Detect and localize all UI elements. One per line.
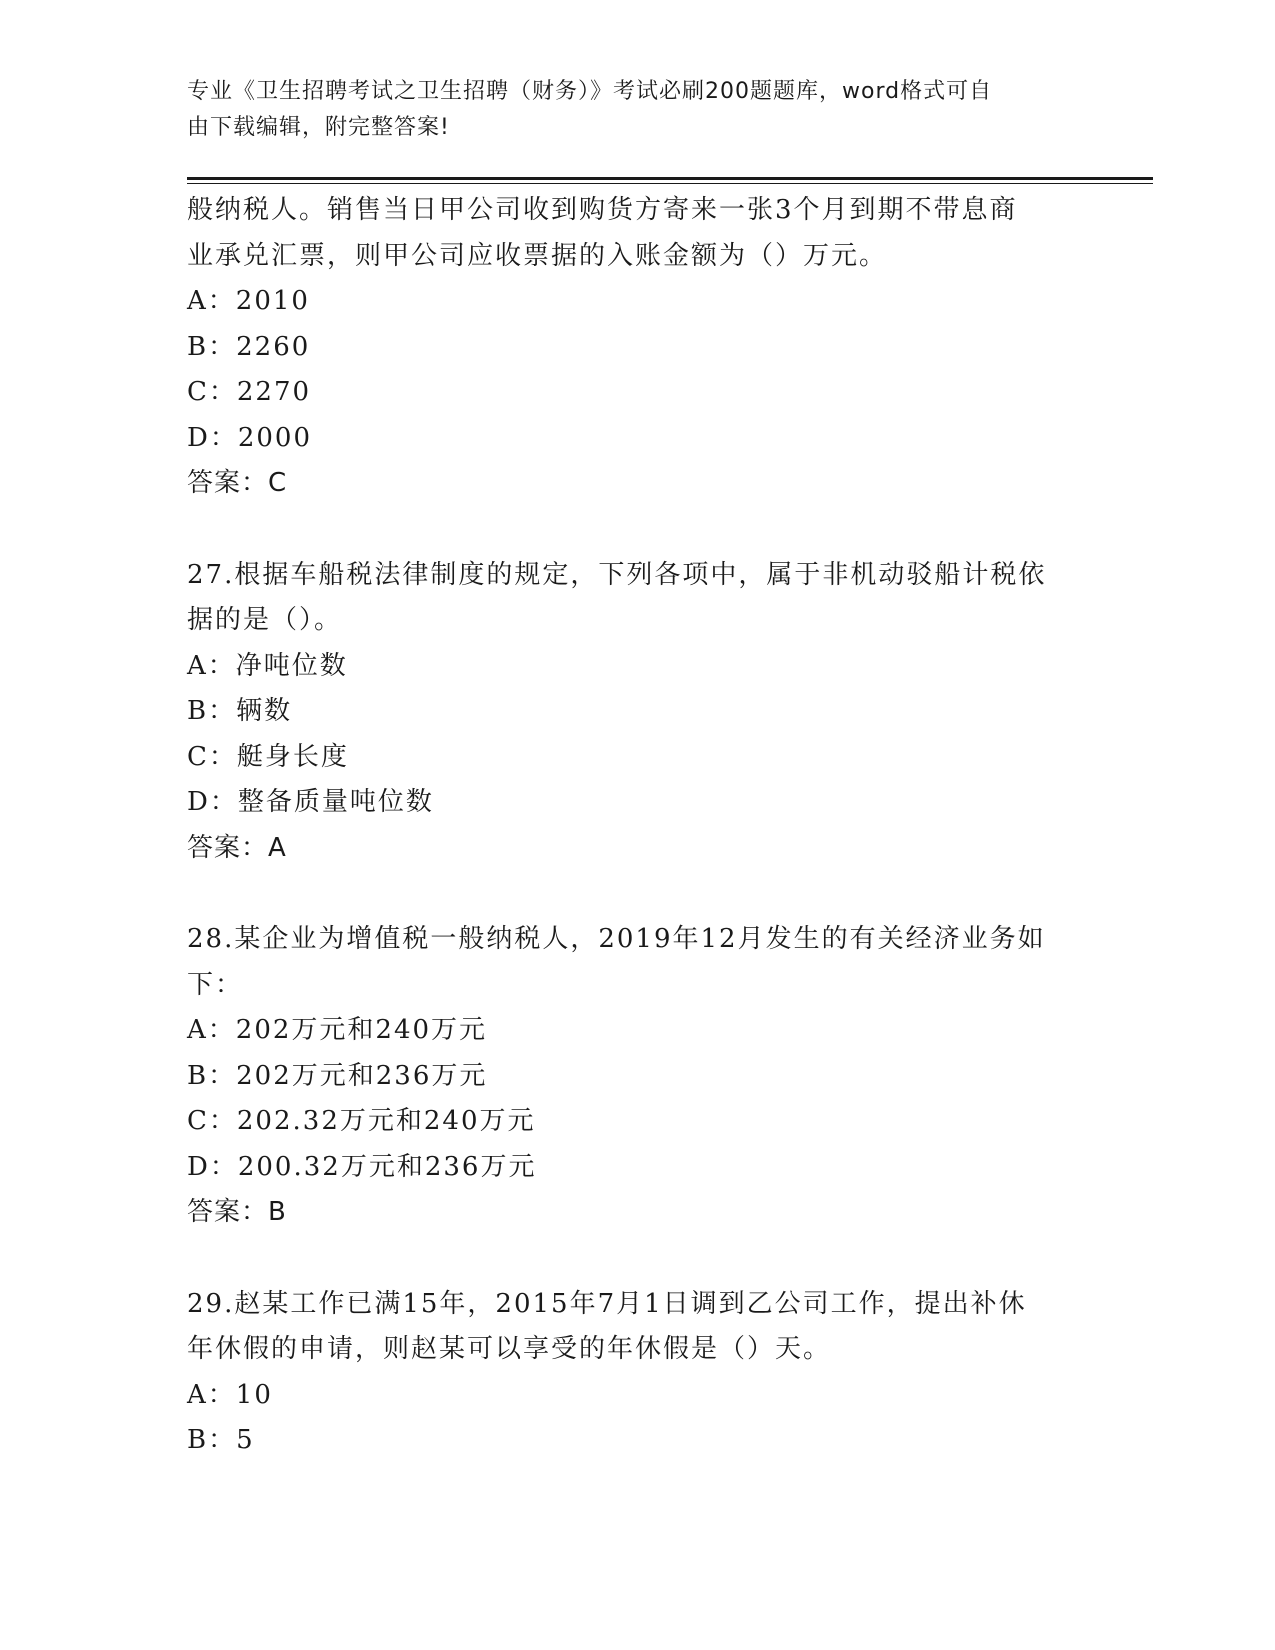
question-stem-line: 般纳税人。销售当日甲公司收到购货方寄来一张3个月到期不带息商 <box>187 195 1018 225</box>
option-b: B：5 <box>187 1425 255 1455</box>
question-stem-line: 28.某企业为增值税一般纳税人，2019年12月发生的有关经济业务如 <box>187 924 1046 954</box>
option-d: D：200.32万元和236万元 <box>187 1151 537 1182</box>
option-c: C：艇身长度 <box>187 741 349 772</box>
spacer <box>187 1236 1067 1282</box>
question-stem-line: 据的是（）。 <box>187 605 343 635</box>
question-stem-line: 业承兑汇票，则甲公司应收票据的入账金额为（）万元。 <box>187 240 888 271</box>
spacer <box>187 871 1067 917</box>
option-a: A：2010 <box>187 286 310 316</box>
option-c: C：2270 <box>187 377 312 407</box>
header-line-1: 专业《卫生招聘考试之卫生招聘（财务）》考试必刷200题题库，word格式可自 <box>187 79 993 104</box>
option-d: D：整备质量吨位数 <box>187 787 434 817</box>
header-divider-thick <box>187 177 1153 180</box>
answer-line: 答案：A <box>187 832 287 863</box>
question-stem-line: 年休假的申请，则赵某可以享受的年休假是（）天。 <box>187 1334 832 1364</box>
option-b: B：2260 <box>187 331 311 362</box>
spacer <box>187 507 1067 553</box>
question-stem-line: 29.赵某工作已满15年，2015年7月1日调到乙公司工作，提出补休 <box>187 1288 1027 1319</box>
option-a: A：202万元和240万元 <box>187 1015 488 1045</box>
question-list <box>187 188 1067 1464</box>
option-c: C：202.32万元和240万元 <box>187 1106 536 1136</box>
question-27 <box>187 553 1067 872</box>
option-a: A：10 <box>187 1379 273 1410</box>
question-stem-line: 下： <box>187 969 244 1000</box>
header-divider-thin <box>187 183 1153 184</box>
option-a: A：净吨位数 <box>187 650 348 681</box>
answer-line: 答案：C <box>187 468 288 498</box>
header-line-2: 由下载编辑，附完整答案! <box>187 115 450 140</box>
question-stem-line: 27.根据车船税法律制度的规定，下列各项中，属于非机动驳船计税依 <box>187 559 1047 590</box>
question-26 <box>187 188 1067 507</box>
document-header <box>187 74 1067 146</box>
question-29 <box>187 1282 1067 1464</box>
answer-line: 答案：B <box>187 1197 287 1227</box>
option-b: B：辆数 <box>187 696 293 726</box>
question-28 <box>187 917 1067 1236</box>
option-d: D：2000 <box>187 422 313 453</box>
option-b: B：202万元和236万元 <box>187 1060 488 1091</box>
